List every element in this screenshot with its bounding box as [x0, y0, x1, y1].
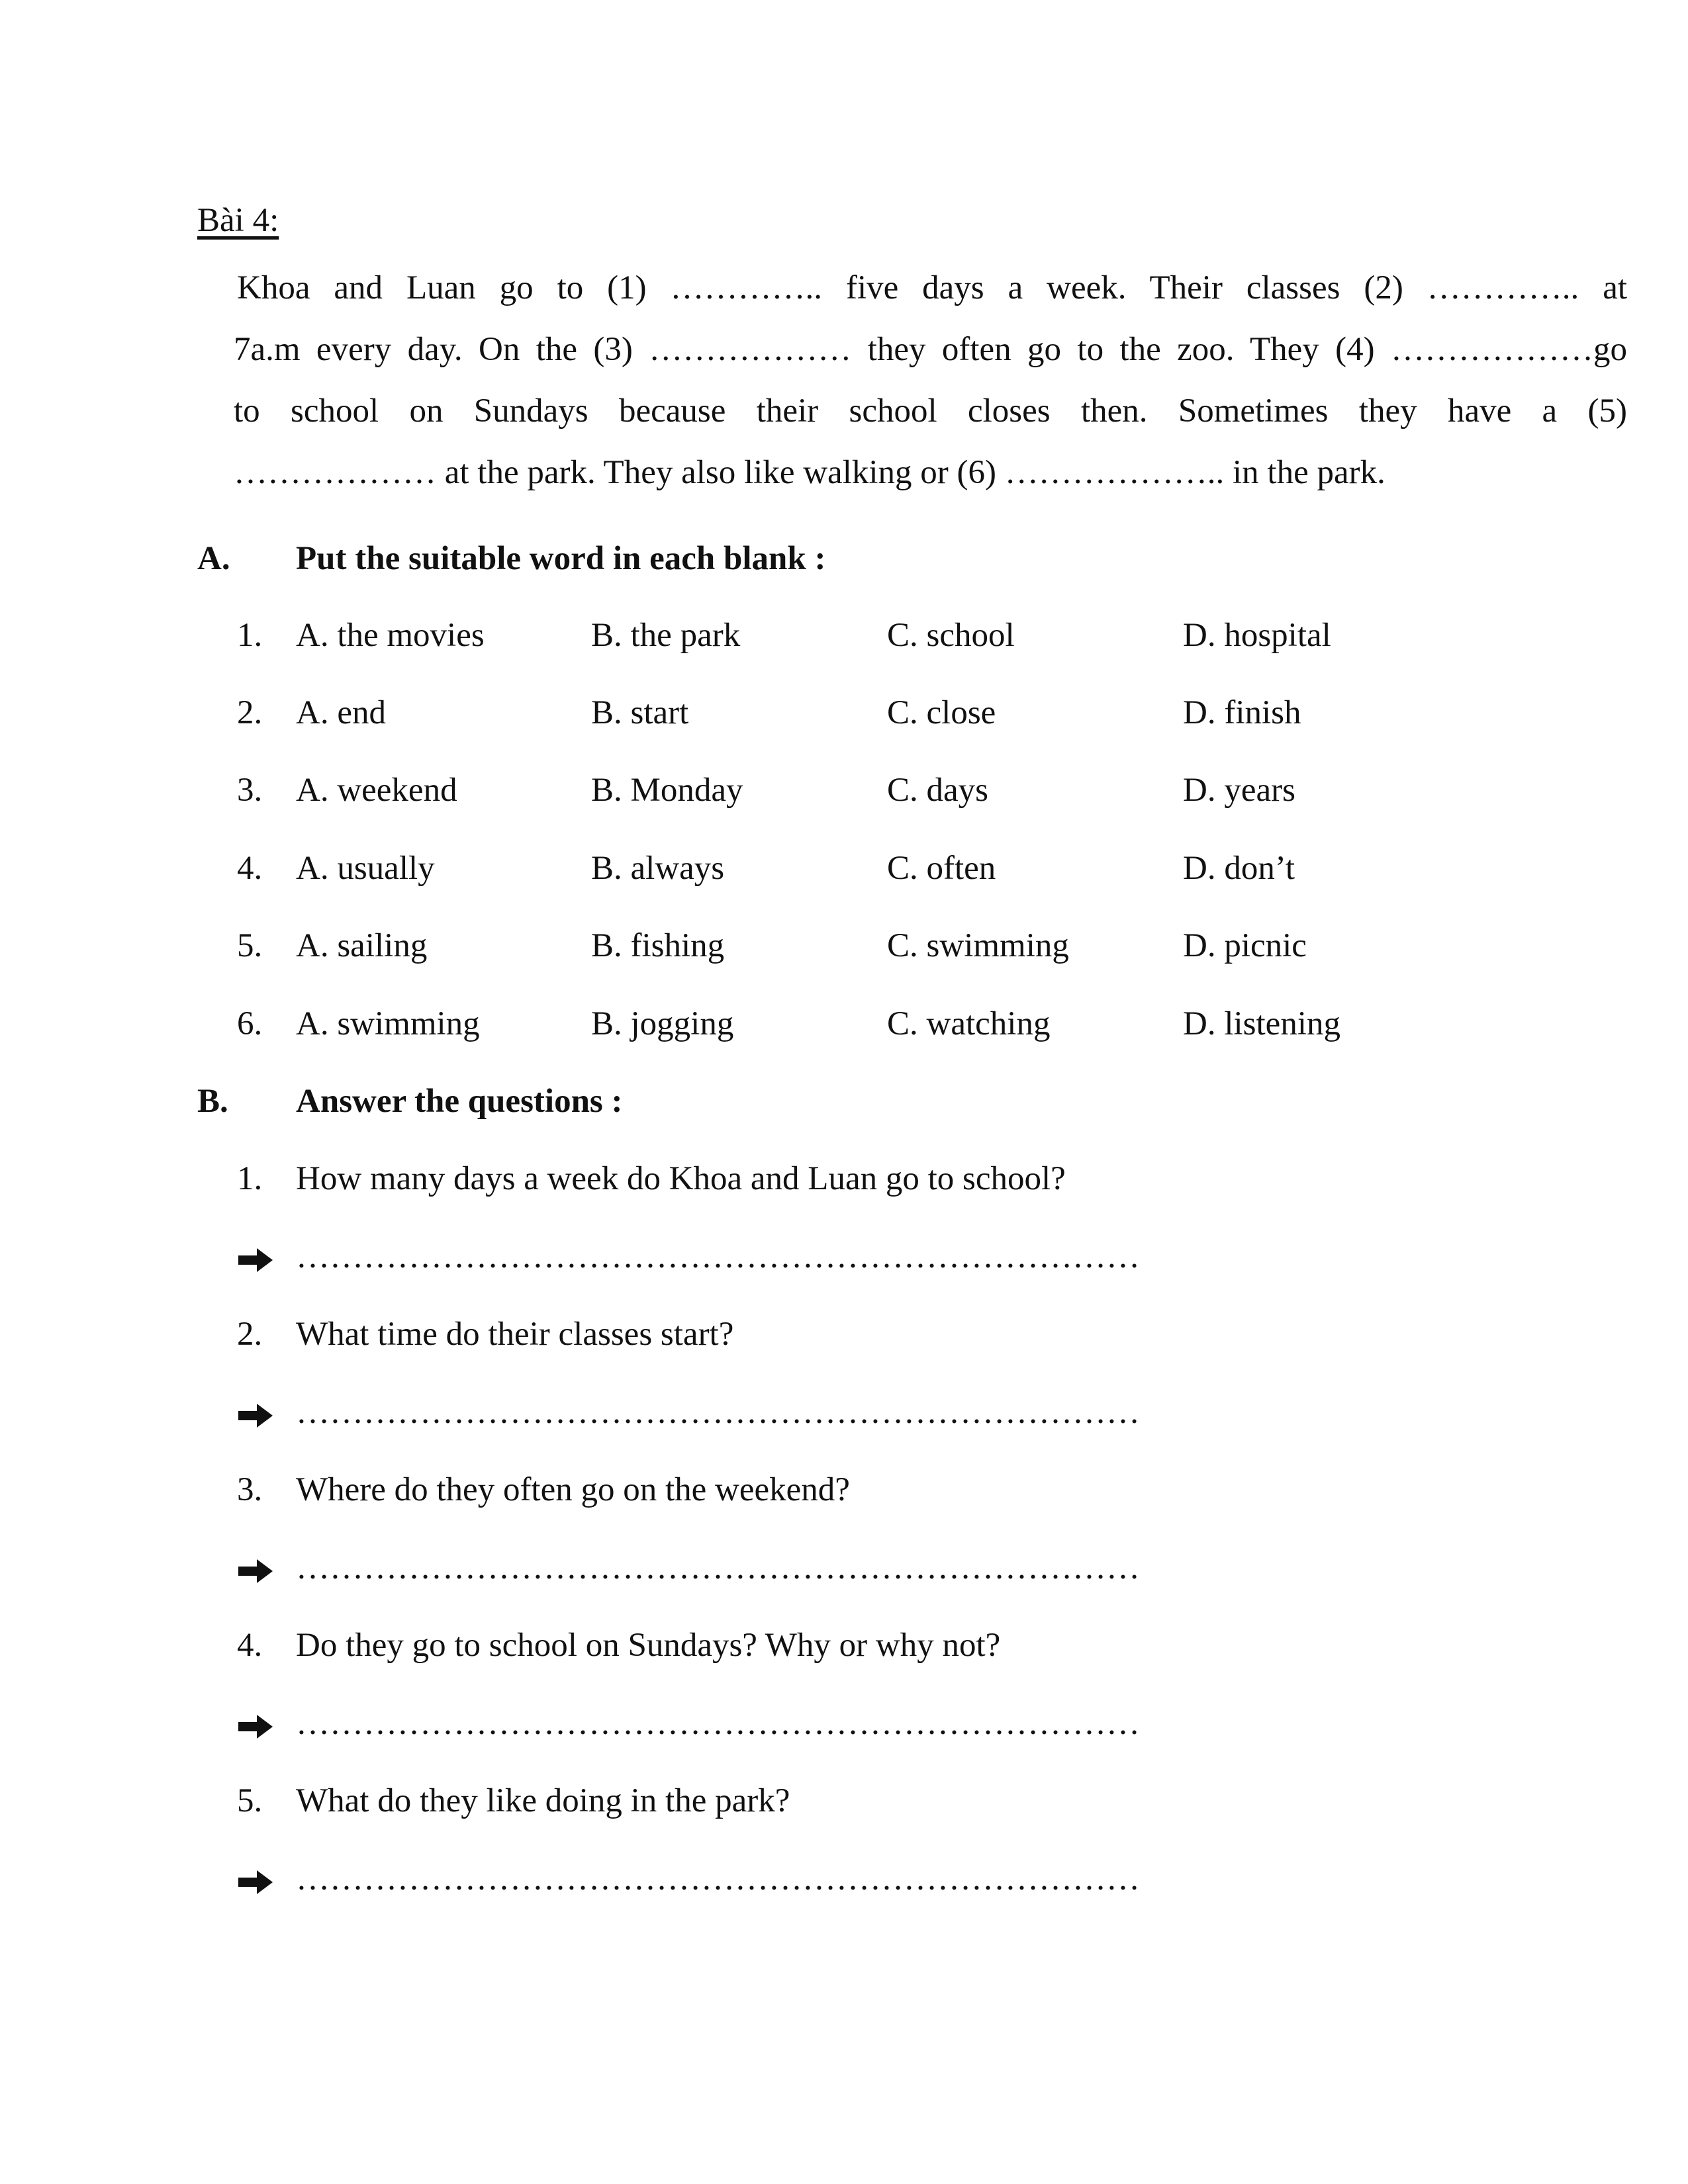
option-d: D. picnic [1183, 927, 1307, 964]
option-d: D. years [1183, 772, 1295, 809]
arrow-right-icon [237, 1247, 274, 1273]
answer-line[interactable]: ………………………………………………………………… [296, 1238, 1140, 1275]
option-a: A. swimming [296, 1005, 480, 1042]
option-c: C. often [887, 850, 996, 887]
option-b: B. the park [591, 617, 741, 654]
passage-line-1: Khoa and Luan go to (1) ………….. five days a week. Their classes (2) ………….. at [237, 269, 1627, 306]
row-number: 1. [237, 617, 263, 654]
exercise-title: Bài 4: [197, 202, 279, 239]
option-c: C. close [887, 694, 996, 731]
option-a: A. end [296, 694, 386, 731]
arrow-right-icon [237, 1558, 274, 1584]
question-text: What do they like doing in the park? [296, 1782, 790, 1819]
section-a-heading: Put the suitable word in each blank : [296, 540, 826, 577]
row-number: 5. [237, 927, 263, 964]
question-number: 2. [237, 1316, 263, 1353]
option-d: D. don’t [1183, 850, 1295, 887]
option-b: B. always [591, 850, 725, 887]
arrow-right-icon [237, 1869, 274, 1895]
question-number: 1. [237, 1160, 263, 1197]
passage-line-2: 7a.m every day. On the (3) ……………… they often go to the zoo. They (4) ………………go [234, 331, 1627, 368]
option-b: B. fishing [591, 927, 725, 964]
section-a-letter: A. [197, 540, 230, 577]
option-d: D. listening [1183, 1005, 1340, 1042]
arrow-right-icon [237, 1713, 274, 1740]
row-number: 4. [237, 850, 263, 887]
answer-line[interactable]: ………………………………………………………………… [296, 1860, 1140, 1897]
option-c: C. swimming [887, 927, 1069, 964]
section-b-heading: Answer the questions : [296, 1083, 623, 1120]
section-b-letter: B. [197, 1083, 228, 1120]
option-c: C. days [887, 772, 988, 809]
answer-line[interactable]: ………………………………………………………………… [296, 1549, 1140, 1586]
passage-line-3: to school on Sundays because their school closes then. Sometimes they have a (5) [234, 392, 1627, 430]
row-number: 3. [237, 772, 263, 809]
question-number: 3. [237, 1471, 263, 1508]
option-c: C. school [887, 617, 1015, 654]
arrow-right-icon [237, 1402, 274, 1429]
option-a: A. usually [296, 850, 435, 887]
option-d: D. hospital [1183, 617, 1331, 654]
option-a: A. weekend [296, 772, 457, 809]
option-b: B. Monday [591, 772, 743, 809]
question-text: What time do their classes start? [296, 1316, 734, 1353]
option-c: C. watching [887, 1005, 1051, 1042]
option-d: D. finish [1183, 694, 1301, 731]
option-b: B. jogging [591, 1005, 734, 1042]
question-text: How many days a week do Khoa and Luan go to school? [296, 1160, 1066, 1197]
passage-line-4: ……………… at the park. They also like walking or (6) ……………….. in the park. [234, 454, 1385, 491]
option-a: A. sailing [296, 927, 428, 964]
question-text: Do they go to school on Sundays? Why or why not? [296, 1627, 1001, 1664]
row-number: 2. [237, 694, 263, 731]
question-number: 5. [237, 1782, 263, 1819]
answer-line[interactable]: ………………………………………………………………… [296, 1394, 1140, 1431]
answer-line[interactable]: ………………………………………………………………… [296, 1705, 1140, 1742]
question-text: Where do they often go on the weekend? [296, 1471, 850, 1508]
option-b: B. start [591, 694, 689, 731]
question-number: 4. [237, 1627, 263, 1664]
row-number: 6. [237, 1005, 263, 1042]
option-a: A. the movies [296, 617, 485, 654]
